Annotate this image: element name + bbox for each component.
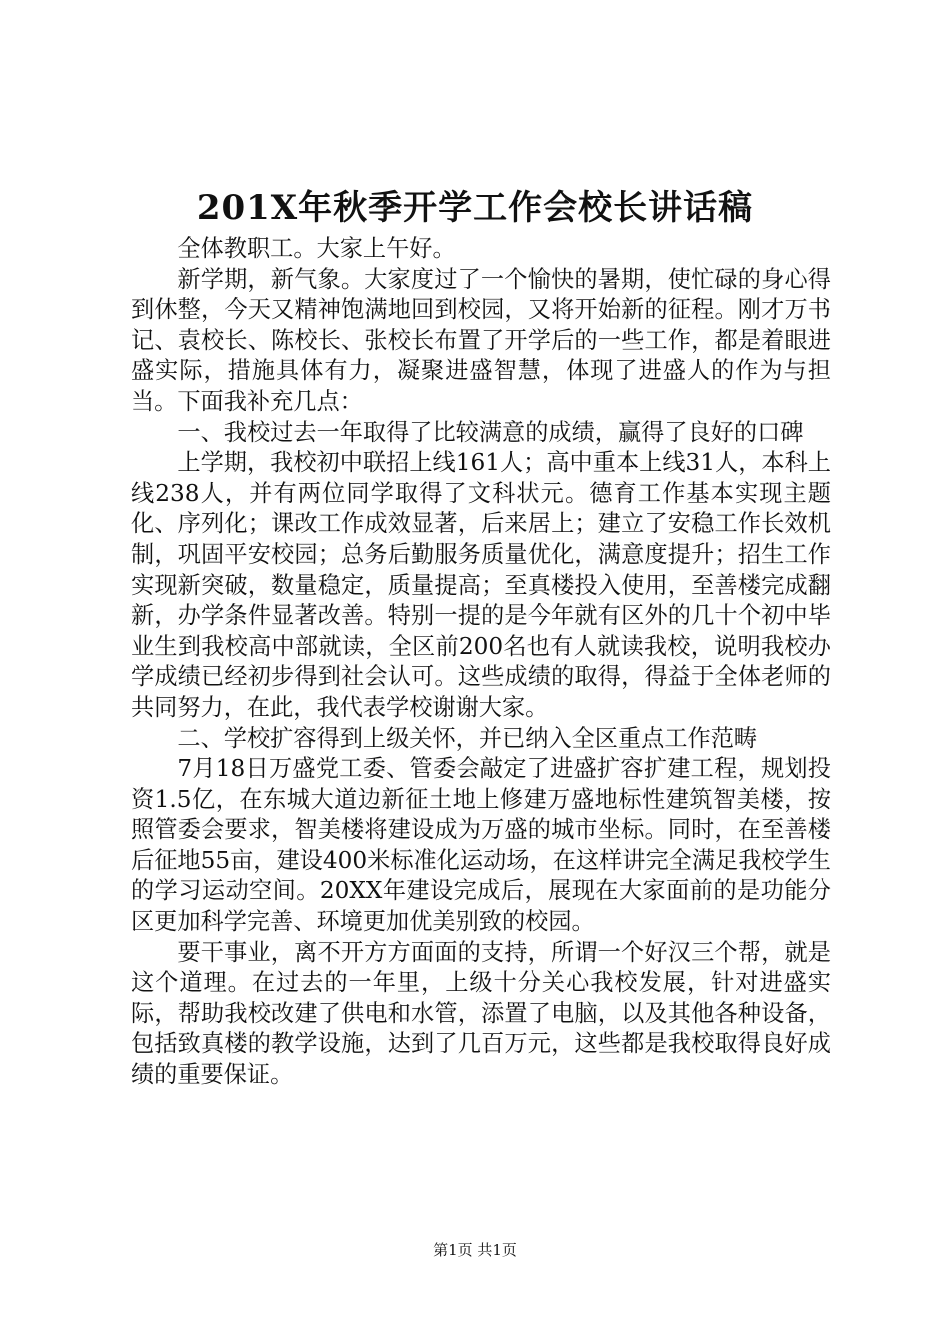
document-body	[131, 234, 831, 1091]
section-two-heading: 二、学校扩容得到上级关怀，并已纳入全区重点工作范畴	[177, 724, 758, 752]
achievements-paragraph: 上学期，我校初中联招上线161人；高中重本上线31人，本科上线238人，并有两位同学取得了文科状元。德育工作基本实现主题化、序列化；课改工作成效显著，后来居上；建立了安稳工作长效机制，巩固平安校园；总务后勤服务质量优化，满意度提升；招生工作实现新突破，数量稳定，质量提高；至真楼投入使用，至善楼完成翻新，办学条件显著改善。特别一提的是今年就有区外的几十个初中毕业生到我校高中部就读，全区前200名也有人就读我校，说明我校办学成绩已经初步得到社会认可。这些成绩的取得，得益于全体老师的共同努力，在此，我代表学校谢谢大家。	[131, 449, 831, 721]
expansion-paragraph: 7月18日万盛党工委、管委会敲定了进盛扩容扩建工程，规划投资1.5亿，在东城大道边新征土地上修建万盛地标性建筑智美楼，按照管委会要求，智美楼将建设成为万盛的城市坐标。同时，在至善楼后征地55亩，建设400米标准化运动场，在这样讲完全满足我校学生的学习运动空间。20XX年建设完成后，展现在大家面前的是功能分区更加科学完善、环境更加优美别致的校园。	[131, 755, 831, 936]
greeting-paragraph: 全体教职工。大家上午好。	[177, 235, 456, 262]
document-title: 201X年秋季开学工作会校长讲话稿	[196, 188, 754, 228]
section-one-heading: 一、我校过去一年取得了比较满意的成绩，赢得了良好的口碑	[177, 418, 804, 446]
support-paragraph: 要干事业，离不开方方面面的支持，所谓一个好汉三个帮，就是这个道理。在过去的一年里，上级十分关心我校发展，针对进盛实际，帮助我校改建了供电和水管，添置了电脑，以及其他各种设备，包括致真楼的教学设施，达到了几百万元，这些都是我校取得良好成绩的重要保证。	[131, 938, 831, 1089]
intro-paragraph: 新学期，新气象。大家度过了一个愉快的暑期，使忙碌的身心得到休整，今天又精神饱满地回到校园，又将开始新的征程。刚才万书记、袁校长、陈校长、张校长布置了开学后的一些工作，都是着眼进盛实际，措施具体有力，凝聚进盛智慧，体现了进盛人的作为与担当。下面我补充几点：	[131, 265, 831, 415]
page-footer: 第1页 共1页	[433, 1241, 517, 1259]
